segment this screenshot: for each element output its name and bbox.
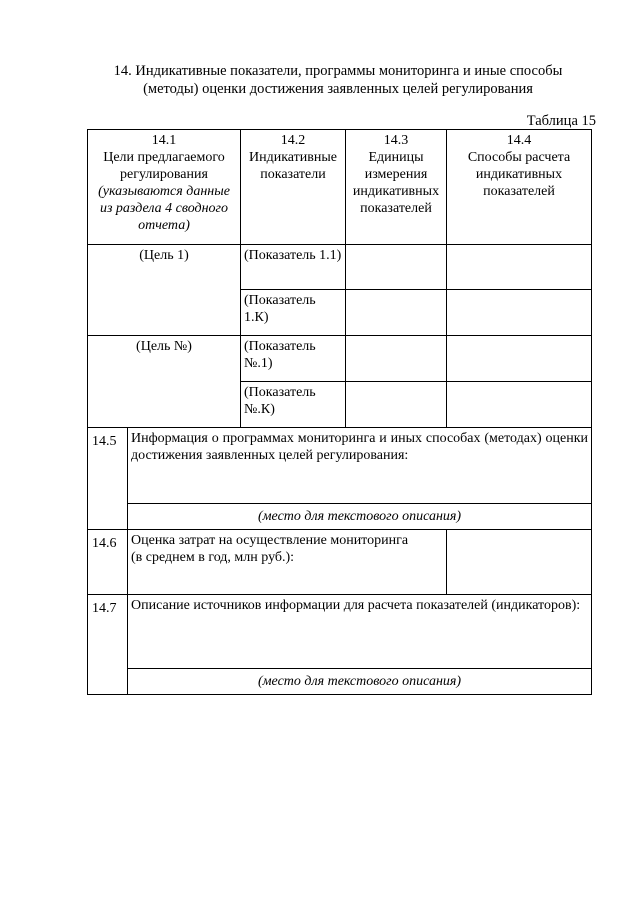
header-14-2-label: Индикативные показатели [249, 150, 337, 182]
table-row [88, 245, 592, 290]
unit-cell [346, 336, 447, 382]
section-14-7-number: 14.7 [88, 595, 128, 695]
section-14-7-placeholder: (место для текстового описания) [128, 669, 592, 695]
section-14-7-text: Описание источников информации для расчета показателей (индикаторов): [128, 595, 592, 669]
section-14-7-row [88, 595, 592, 669]
goal-n-cell: (Цель №) [88, 336, 241, 428]
section-14-6-label: Оценка затрат на осуществление мониторинга [131, 533, 409, 548]
unit-cell [346, 382, 447, 428]
header-14-1-label: Цели предлагаемого регулирования [103, 150, 225, 182]
indicator-cell: (Показатель 1.1) [241, 245, 346, 290]
header-14-4-number: 14.4 [506, 133, 532, 148]
section-14-6-number: 14.6 [88, 530, 128, 595]
header-cell-14-1 [88, 130, 241, 245]
section-title-line-1: 14. Индикативные показатели, программы мониторинга и иные способы [113, 63, 563, 79]
table-row [88, 336, 592, 382]
section-14-6-unit: (в среднем в год, млн руб.): [131, 550, 295, 565]
method-cell [447, 336, 592, 382]
header-14-3-number: 14.3 [383, 133, 409, 148]
section-14-5-placeholder-row [88, 504, 592, 530]
method-cell [447, 290, 592, 336]
section-14-7-placeholder-row [88, 669, 592, 695]
header-14-1-number: 14.1 [151, 133, 177, 148]
table-header-row [88, 130, 592, 245]
header-cell-14-2 [241, 130, 346, 245]
section-14-5-row [88, 428, 592, 504]
header-cell-14-4 [447, 130, 592, 245]
section-title [88, 62, 588, 98]
section-14-6-text [128, 530, 447, 595]
header-cell-14-3 [346, 130, 447, 245]
section-14-5-text: Информация о программах мониторинга и иных способах (методах) оценки достижения заявленных целей регулирования: [128, 428, 592, 504]
indicator-cell: (Показатель №.К) [241, 382, 346, 428]
header-14-1-note: (указываются данные из раздела 4 сводного отчета) [98, 184, 230, 233]
table-15 [87, 129, 592, 695]
header-14-3-label: Единицы измерения индикативных показателей [352, 150, 440, 216]
header-14-4-label: Способы расчета индикативных показателей [467, 150, 571, 199]
section-title-line-2: (методы) оценки достижения заявленных целей регулирования [143, 81, 533, 97]
section-14-5-number: 14.5 [88, 428, 128, 530]
table-caption: Таблица 15 [526, 113, 596, 129]
unit-cell [346, 245, 447, 290]
unit-cell [346, 290, 447, 336]
goal-1-cell: (Цель 1) [88, 245, 241, 336]
section-14-6-value-field[interactable] [447, 530, 592, 595]
indicator-cell: (Показатель №.1) [241, 336, 346, 382]
section-14-6-row [88, 530, 592, 595]
method-cell [447, 382, 592, 428]
method-cell [447, 245, 592, 290]
indicator-cell: (Показатель 1.К) [241, 290, 346, 336]
section-14-5-placeholder: (место для текстового описания) [128, 504, 592, 530]
header-14-2-number: 14.2 [280, 133, 306, 148]
